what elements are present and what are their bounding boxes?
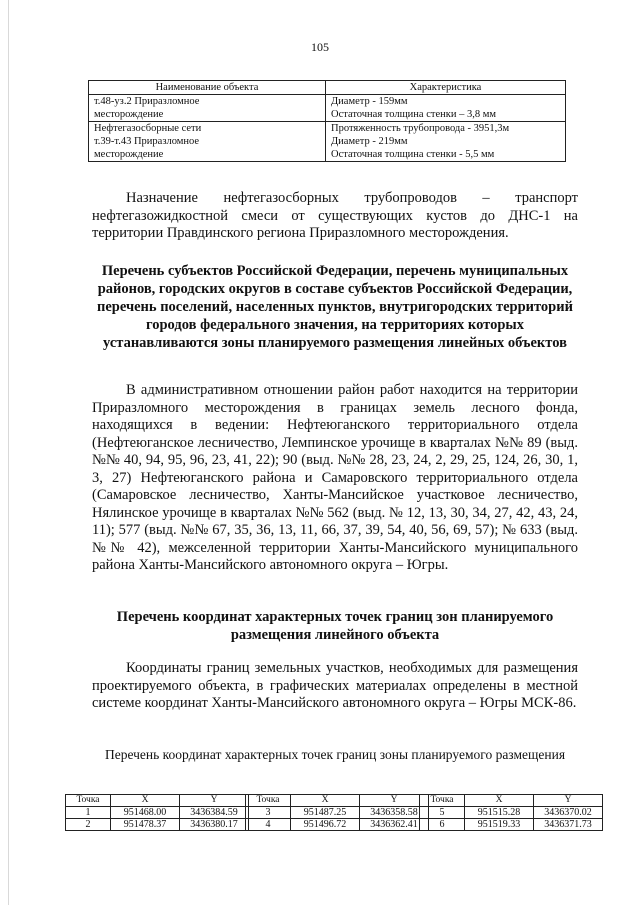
subjects-heading: Перечень субъектов Российской Федерации, перечень муниципальных районов, городских округов в составе субъектов Российской Федерации, перечень поселений, населенных пунктов, внутригородских территорий городов федерального значения, на территориях которых устанавливаются зоны планируемого размещения линейных объектов	[97, 263, 573, 351]
coords-text: Координаты границ земельных участков, необходимых для размещения проектируемого объекта, в графических материалах определены в местной системе координат Ханты-Мансийского автономного округа – Югры МСК-86.	[92, 660, 578, 711]
table-row	[420, 807, 603, 819]
coord-table-1	[65, 794, 249, 831]
point-header: Точка	[420, 795, 465, 807]
scan-edge-line	[8, 0, 9, 905]
object-name-header: Наименование объекта	[89, 81, 326, 95]
cell-line: месторождение	[94, 149, 164, 160]
admin-text: В административном отношении район работ находится на территории Приразломного месторождения в границах земель лесного фонда, находящихся в ведении: Нефтеюганского территориального отдела (Нефтеюганское лесничество, Лемпинское урочище в кварталах №№ 89 (выд. №№ 40, 94, 95, 96, 23, 41, 22); 90 (выд. №№ 28, 23, 24, 2, 29, 25, 124, 26, 30, 1, 3, 27) Нефтеюганского района и Самаровского территориального отдела (Самаровское лесничество, Ханты-Мансийское участковое лесничество, Нялинское урочище в кварталах №№ 562 (выд. № 12, 13, 30, 34, 27, 42, 43, 24, 11); 577 (выд. №№ 67, 35, 36, 13, 11, 66, 37, 39, 54, 40, 56, 69, 57); № 633 (выд. №№ 42), межселенной территории Ханты-Мансийского муниципального района Ханты-Мансийского автономного округа – Югры.	[92, 382, 578, 573]
cell-line: Протяженность трубопровода - 3951,3м	[331, 123, 510, 134]
point-cell: 2	[66, 819, 111, 831]
x-cell: 951519.33	[465, 819, 534, 831]
coords-heading: Перечень координат характерных точек границ зон планируемого размещения линейного объекта	[116, 609, 554, 643]
object-name-cell	[89, 95, 326, 122]
cell-line: Нефтегазосборные сети	[94, 123, 202, 134]
y-cell: 3436358.58	[360, 807, 429, 819]
point-cell: 1	[66, 807, 111, 819]
table-row	[420, 819, 603, 831]
y-cell: 3436362.41	[360, 819, 429, 831]
point-header: Точка	[66, 795, 111, 807]
admin-paragraph	[92, 382, 578, 575]
purpose-paragraph	[92, 190, 578, 243]
cell-line: т.39-т.43 Приразломное	[94, 136, 200, 147]
x-cell: 951515.28	[465, 807, 534, 819]
x-cell: 951468.00	[111, 807, 180, 819]
y-header: Y	[534, 795, 603, 807]
x-cell: 951487.25	[291, 807, 360, 819]
point-header: Точка	[246, 795, 291, 807]
point-cell: 4	[246, 819, 291, 831]
table-row	[246, 819, 429, 831]
cell-line: Диаметр - 219мм	[331, 136, 408, 147]
x-cell: 951478.37	[111, 819, 180, 831]
cell-line: т.48-уз.2 Приразломное	[94, 96, 200, 107]
characteristic-cell	[326, 95, 566, 122]
cell-line: месторождение	[94, 109, 164, 120]
object-name-cell	[89, 122, 326, 162]
cell-line: Остаточная толщина стенки - 5,5 мм	[331, 149, 495, 160]
page-number: 105	[311, 40, 329, 54]
x-header: X	[465, 795, 534, 807]
coords-table-caption: Перечень координат характерных точек границ зоны планируемого размещения	[104, 747, 566, 762]
object-table-header-row	[89, 81, 566, 95]
cell-line: Остаточная толщина стенки – 3,8 мм	[331, 109, 496, 120]
x-cell: 951496.72	[291, 819, 360, 831]
cell-line: Диаметр - 159мм	[331, 96, 408, 107]
coords-paragraph	[92, 660, 578, 713]
point-cell: 5	[420, 807, 465, 819]
purpose-text: Назначение нефтегазосборных трубопроводов – транспорт нефтегазожидкостной смеси от существующих кустов до ДНС-1 на территории Правдинского региона Приразломного месторождения.	[92, 190, 578, 241]
table-row	[246, 807, 429, 819]
table-row	[66, 807, 249, 819]
table-row	[89, 95, 566, 122]
characteristic-header: Характеристика	[326, 81, 566, 95]
point-cell: 6	[420, 819, 465, 831]
y-header: Y	[180, 795, 249, 807]
y-cell: 3436384.59	[180, 807, 249, 819]
table-row	[89, 122, 566, 162]
coord-table-2	[245, 794, 429, 831]
characteristic-cell	[326, 122, 566, 162]
y-cell: 3436371.73	[534, 819, 603, 831]
point-cell: 3	[246, 807, 291, 819]
y-header: Y	[360, 795, 429, 807]
object-table	[88, 80, 566, 162]
y-cell: 3436370.02	[534, 807, 603, 819]
table-row	[66, 819, 249, 831]
x-header: X	[291, 795, 360, 807]
coord-table-3	[419, 794, 603, 831]
y-cell: 3436380.17	[180, 819, 249, 831]
x-header: X	[111, 795, 180, 807]
